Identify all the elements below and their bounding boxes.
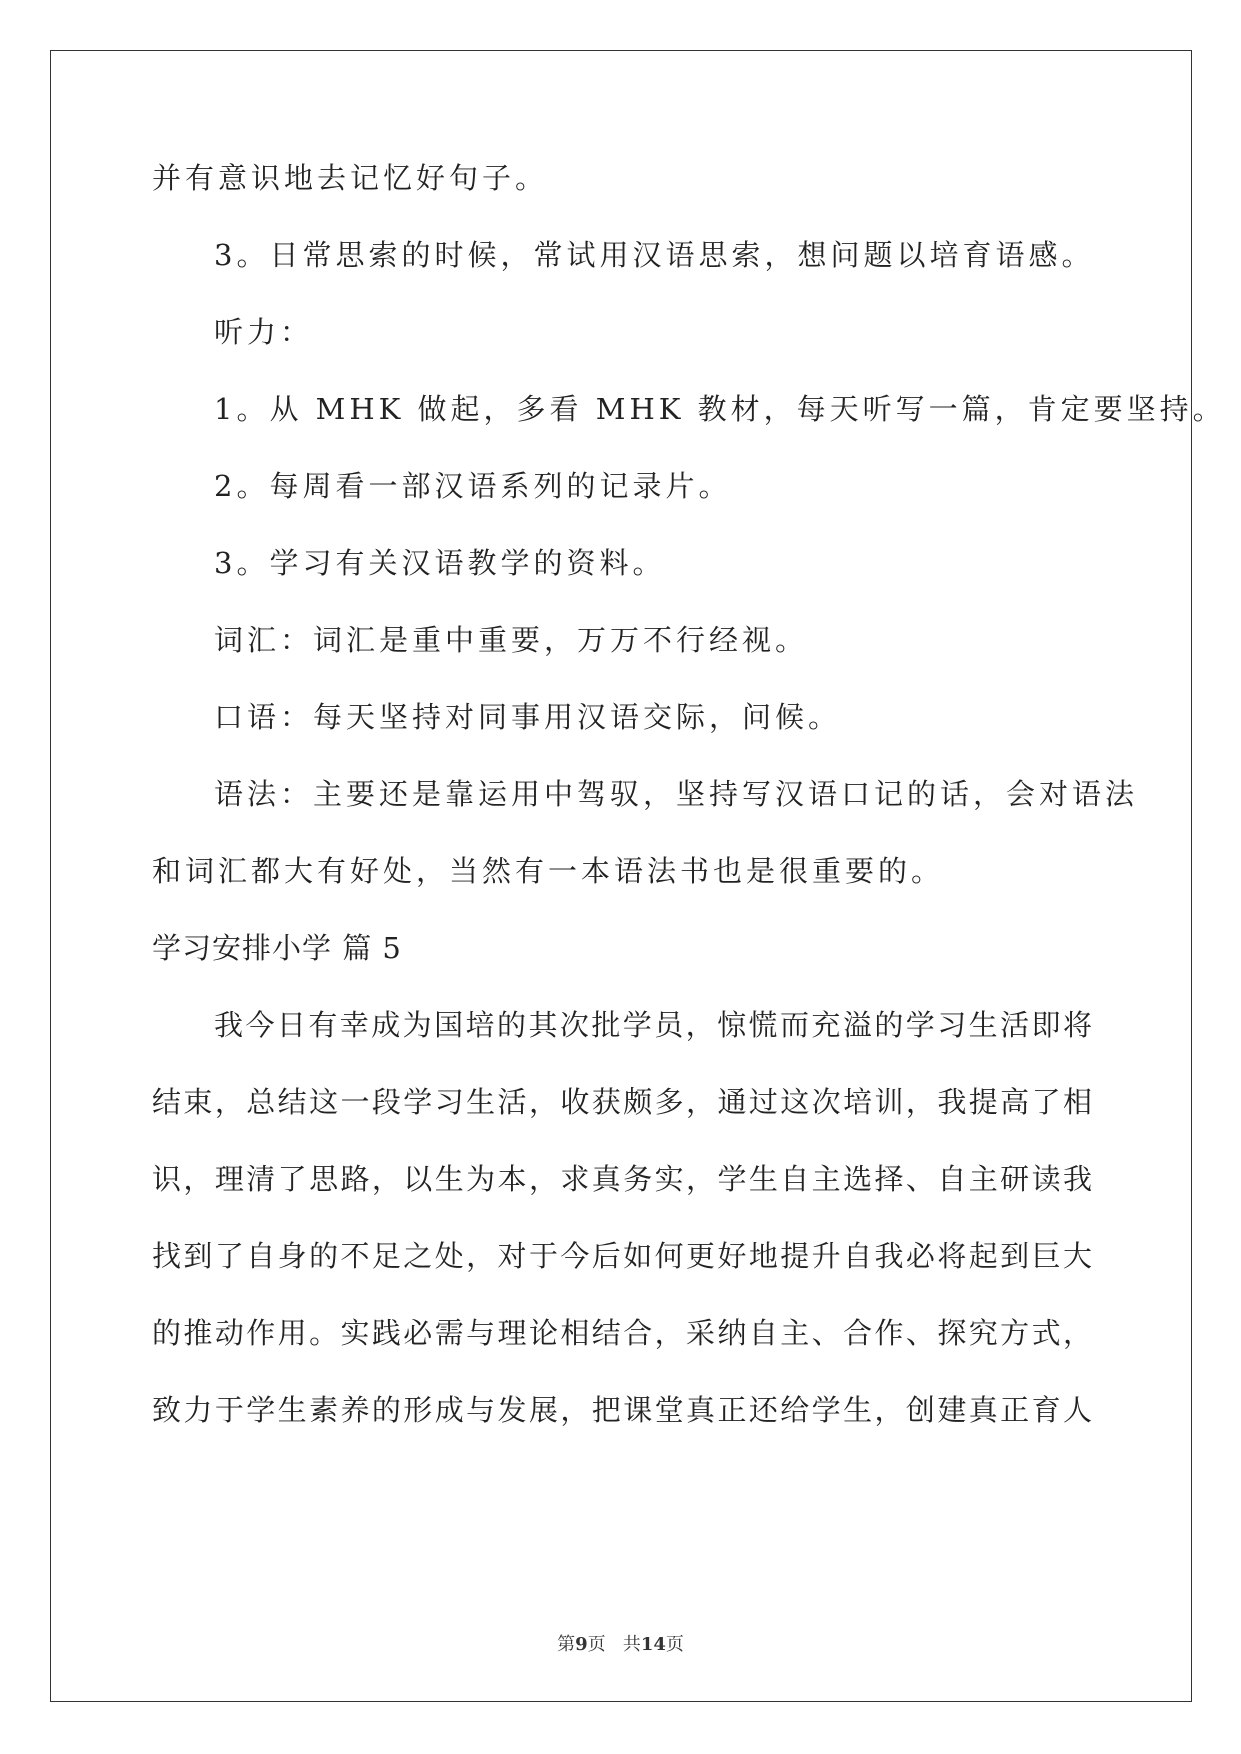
paragraph-line: 语法：主要还是靠运用中驾驭，坚持写汉语口记的话，会对语法 [214,777,1139,811]
paragraph-line: 我今日有幸成为国培的其次批学员，惊慌而充溢的学习生活即将 [214,1008,1092,1042]
section-heading: 学习安排小学 篇 5 [152,931,402,965]
footer-total-prefix: 共 [622,1634,641,1655]
paragraph-line: 词汇：词汇是重中重要，万万不行经视。 [214,623,809,657]
paragraph-line: 并有意识地去记忆好句子。 [152,161,549,195]
total-page-count: 14 [640,1634,666,1655]
paragraph-line: 的推动作用。实践必需与理论相结合，采纳自主、合作、探究方式， [152,1316,1092,1350]
page-footer [0,1630,1241,1656]
footer-prefix: 第 [557,1634,576,1655]
paragraph-line: 1。从 MHK 做起，多看 MHK 教材，每天听写一篇，肯定要坚持。 [214,392,1226,426]
paragraph-line: 致力于学生素养的形成与发展，把课堂真正还给学生，创建真正育人 [152,1393,1092,1427]
footer-page-suffix: 页 [587,1634,606,1655]
paragraph-line: 找到了自身的不足之处，对于今后如何更好地提升自我必将起到巨大 [152,1239,1092,1273]
paragraph-line: 2。每周看一部汉语系列的记录片。 [214,469,732,503]
current-page-number: 9 [575,1634,588,1655]
document-body [152,140,1226,1449]
paragraph-line: 结束，总结这一段学习生活，收获颇多，通过这次培训，我提高了相 [152,1085,1092,1119]
section-label-listening: 听力： [214,315,314,349]
paragraph-line: 和词汇都大有好处，当然有一本语法书也是很重要的。 [152,854,945,888]
paragraph-line: 3。日常思索的时候，常试用汉语思索，想问题以培育语感。 [214,238,1095,272]
paragraph-line: 口语：每天坚持对同事用汉语交际，问候。 [214,700,842,734]
footer-total-suffix: 页 [665,1634,684,1655]
paragraph-line: 识，理清了思路，以生为本，求真务实，学生自主选择、自主研读我 [152,1162,1092,1196]
paragraph-line: 3。学习有关汉语教学的资料。 [214,546,666,580]
